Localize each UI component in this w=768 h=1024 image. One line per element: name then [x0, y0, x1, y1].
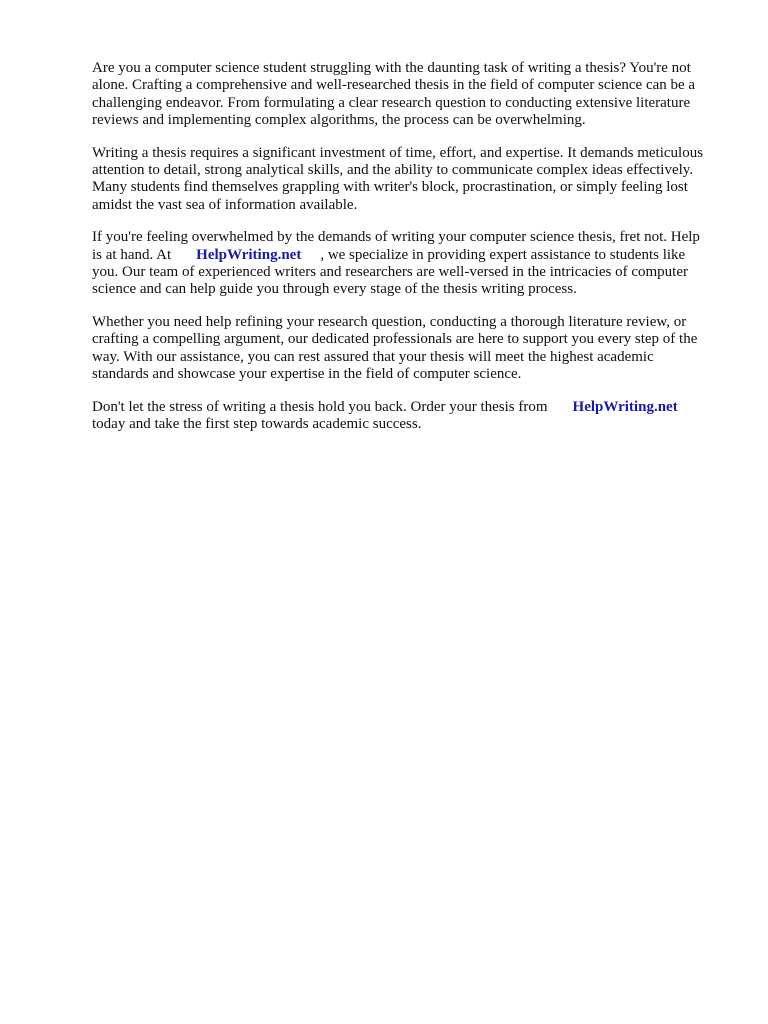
- document-page: [92, 60, 732, 449]
- text-line: alone. Crafting a comprehensive and well-researched thesis in the field of computer science can be a: [92, 77, 696, 94]
- text-line: reviews and implementing complex algorithms, the process can be overwhelming.: [92, 111, 586, 128]
- paragraph-help: [92, 229, 732, 298]
- text-line: science and can help guide you through every stage of the thesis writing process.: [92, 281, 577, 298]
- paragraph-intro: [92, 60, 732, 129]
- text-line: Are you a computer science student struggling with the daunting task of writing a thesis? You're not: [92, 60, 691, 76]
- text-line: If you're feeling overwhelmed by the demands of writing your computer science thesis, fret not. Help: [92, 229, 700, 246]
- text-line: attention to detail, strong analytical skills, and the ability to communicate complex ideas effectively.: [92, 161, 694, 178]
- helpwriting-link[interactable]: HelpWriting.net: [572, 398, 678, 415]
- text-line: crafting a compelling argument, our dedicated professionals are here to support you every step of the: [92, 331, 698, 348]
- paragraph-closing: [92, 399, 732, 434]
- paragraph-investment: [92, 145, 732, 214]
- helpwriting-link[interactable]: HelpWriting.net: [196, 246, 302, 263]
- text-line: Writing a thesis requires a significant investment of time, effort, and expertise. It demands meticulous: [92, 144, 704, 161]
- text-line-with-link: [92, 399, 732, 416]
- text-segment: is at hand. At: [92, 246, 172, 263]
- text-line: standards and showcase your expertise in the field of computer science.: [92, 365, 522, 382]
- text-line: way. With our assistance, you can rest assured that your thesis will meet the highest academic: [92, 348, 654, 365]
- text-line: challenging endeavor. From formulating a clear research question to conducting extensive literature: [92, 94, 691, 111]
- text-line-with-link: [92, 247, 732, 264]
- text-line: Whether you need help refining your research question, conducting a thorough literature review, or: [92, 314, 687, 331]
- text-line: amidst the vast sea of information available.: [92, 196, 358, 213]
- text-segment: Don't let the stress of writing a thesis hold you back. Order your thesis from: [92, 398, 548, 415]
- text-line: Many students find themselves grappling with writer's block, procrastination, or simply feeling lost: [92, 179, 688, 196]
- text-line: you. Our team of experienced writers and researchers are well-versed in the intricacies of computer: [92, 263, 688, 280]
- text-line: today and take the first step towards academic success.: [92, 416, 422, 433]
- paragraph-support: [92, 314, 732, 383]
- text-segment: , we specialize in providing expert assistance to students like: [320, 246, 686, 263]
